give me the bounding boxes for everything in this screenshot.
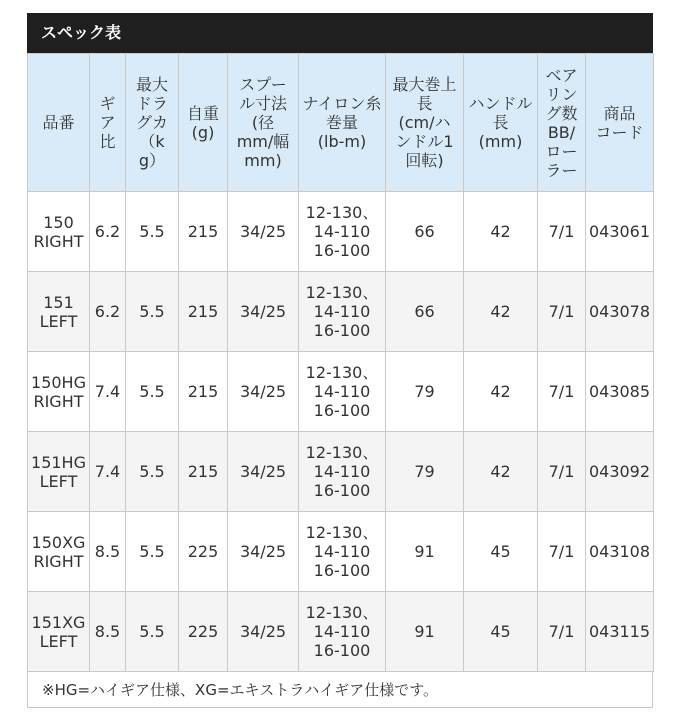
cell-line-capacity: 12-130、 14-110 16-100 [299,512,386,592]
header-cell-gear-ratio: ギア 比 [90,54,126,192]
cell-model: 151HG LEFT [28,432,90,512]
cell-weight: 215 [179,352,228,432]
header-cell-product-code: 商品 コード [586,54,654,192]
cell-spool-size: 34/25 [228,592,299,672]
cell-spool-size: 34/25 [228,432,299,512]
cell-retrieve: 79 [386,352,464,432]
cell-spool-size: 34/25 [228,192,299,272]
header-cell-line-capacity: ナイロン糸 巻量 (lb-m) [299,54,386,192]
cell-gear-ratio: 7.4 [90,352,126,432]
cell-max-drag: 5.5 [126,192,179,272]
cell-gear-ratio: 6.2 [90,192,126,272]
cell-model: 151XG LEFT [28,592,90,672]
cell-model: 150 RIGHT [28,192,90,272]
cell-product-code: 043061 [586,192,654,272]
cell-max-drag: 5.5 [126,592,179,672]
cell-weight: 215 [179,192,228,272]
cell-model: 150HG RIGHT [28,352,90,432]
cell-bearings: 7/1 [538,512,586,592]
table-row [28,592,654,672]
table-row [28,192,654,272]
cell-handle-length: 42 [464,272,538,352]
cell-retrieve: 91 [386,592,464,672]
table-row [28,272,654,352]
header-cell-max-drag: 最大 ドラ グカ （k g） [126,54,179,192]
cell-line-capacity: 12-130、 14-110 16-100 [299,592,386,672]
cell-bearings: 7/1 [538,592,586,672]
cell-gear-ratio: 8.5 [90,512,126,592]
cell-max-drag: 5.5 [126,272,179,352]
cell-max-drag: 5.5 [126,432,179,512]
cell-line-capacity: 12-130、 14-110 16-100 [299,192,386,272]
cell-product-code: 043115 [586,592,654,672]
cell-max-drag: 5.5 [126,352,179,432]
cell-gear-ratio: 8.5 [90,592,126,672]
header-cell-model: 品番 [28,54,90,192]
cell-line-capacity: 12-130、 14-110 16-100 [299,432,386,512]
table-row [28,352,654,432]
cell-handle-length: 45 [464,512,538,592]
header-cell-spool-size: スプー ル寸法 (径 mm/幅 mm) [228,54,299,192]
cell-product-code: 043108 [586,512,654,592]
cell-retrieve: 66 [386,272,464,352]
cell-spool-size: 34/25 [228,512,299,592]
table-row [28,432,654,512]
cell-product-code: 043078 [586,272,654,352]
cell-model: 150XG RIGHT [28,512,90,592]
cell-bearings: 7/1 [538,272,586,352]
cell-handle-length: 42 [464,192,538,272]
section-title: スペック表 [27,13,653,53]
cell-spool-size: 34/25 [228,272,299,352]
cell-line-capacity: 12-130、 14-110 16-100 [299,352,386,432]
cell-bearings: 7/1 [538,432,586,512]
cell-handle-length: 42 [464,352,538,432]
cell-product-code: 043092 [586,432,654,512]
cell-spool-size: 34/25 [228,352,299,432]
cell-bearings: 7/1 [538,192,586,272]
header-cell-bearings: ベア リン グ数 BB/ ロー ラー [538,54,586,192]
cell-weight: 225 [179,512,228,592]
cell-weight: 225 [179,592,228,672]
cell-gear-ratio: 6.2 [90,272,126,352]
cell-bearings: 7/1 [538,352,586,432]
header-cell-handle-length: ハンドル 長 (mm) [464,54,538,192]
cell-retrieve: 66 [386,192,464,272]
cell-gear-ratio: 7.4 [90,432,126,512]
cell-handle-length: 45 [464,592,538,672]
cell-line-capacity: 12-130、 14-110 16-100 [299,272,386,352]
cell-weight: 215 [179,272,228,352]
header-row [28,54,654,192]
cell-retrieve: 79 [386,432,464,512]
table-row [28,512,654,592]
cell-handle-length: 42 [464,432,538,512]
spec-table-body [28,192,654,672]
footnote: ※HG=ハイギア仕様、XG=エキストラハイギア仕様です。 [27,672,653,708]
header-cell-retrieve: 最大巻上 長 (cm/ハ ンドル1 回転) [386,54,464,192]
spec-table [27,53,654,672]
spec-table-section [27,13,653,708]
header-cell-weight: 自重 (g) [179,54,228,192]
cell-model: 151 LEFT [28,272,90,352]
cell-weight: 215 [179,432,228,512]
cell-retrieve: 91 [386,512,464,592]
cell-product-code: 043085 [586,352,654,432]
cell-max-drag: 5.5 [126,512,179,592]
